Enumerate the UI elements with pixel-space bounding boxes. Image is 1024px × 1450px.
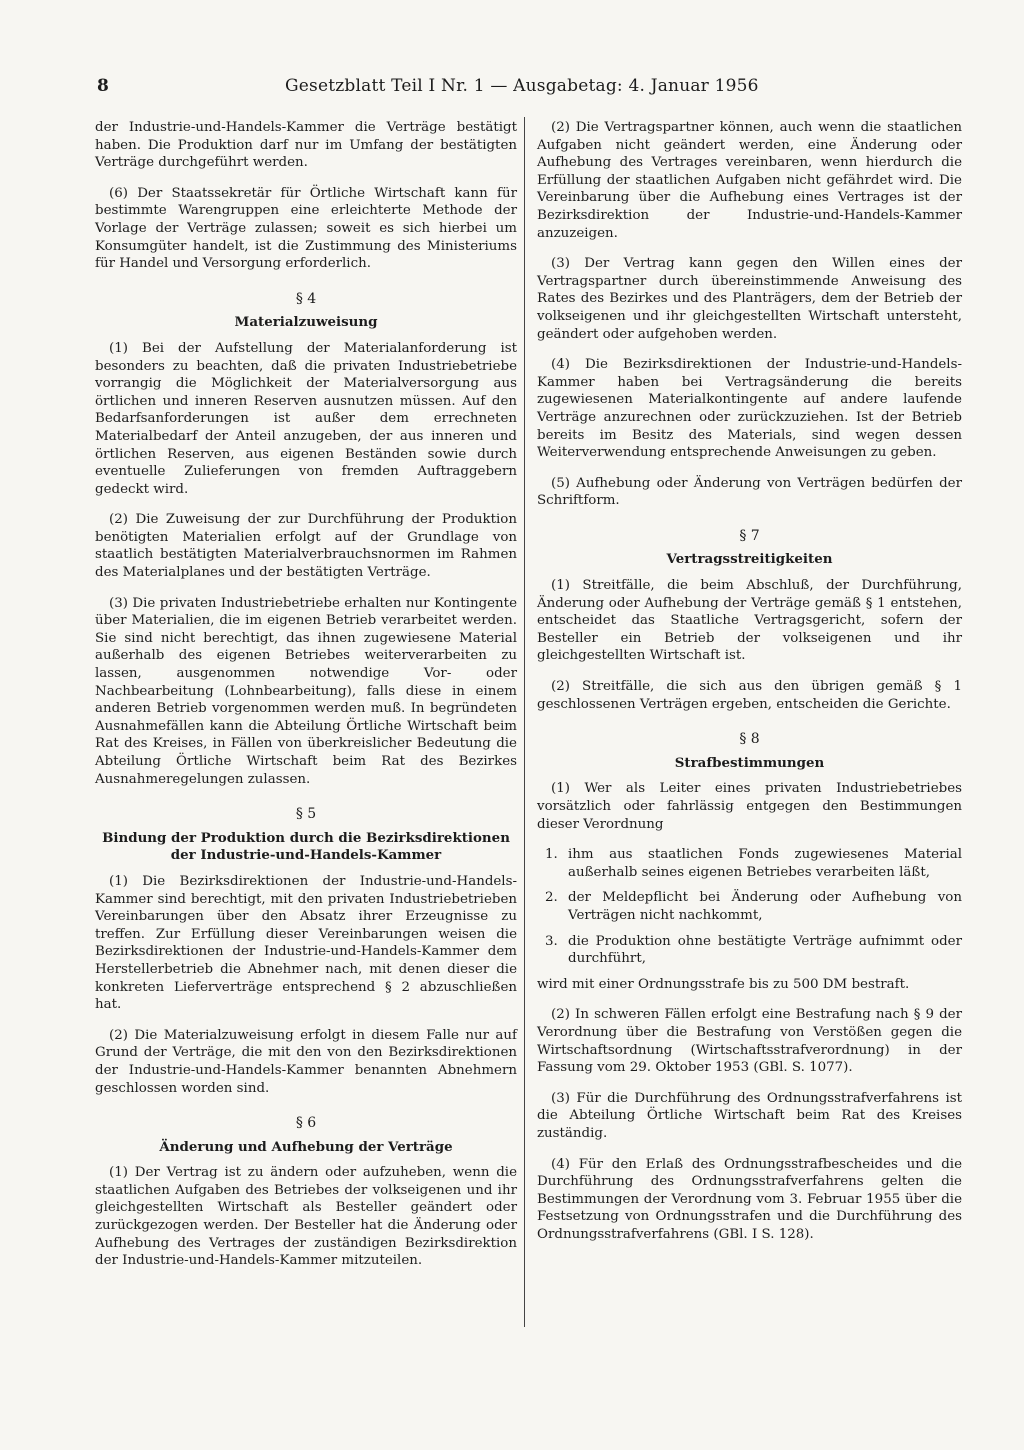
- section-7-title: Vertragsstreitigkeiten: [666, 551, 833, 568]
- section-8-number: § 8: [739, 731, 760, 748]
- section-4-number: § 4: [295, 290, 317, 307]
- section-8-paragraph-1: (1) Wer als Leiter eines privaten Industriebetriebes vorsätzlich oder fahrlässig entgegen den Bestimmungen dieser Verordnung: [537, 781, 962, 832]
- section-7-number: § 7: [739, 527, 760, 544]
- page-number: 8: [97, 76, 110, 96]
- section-5-paragraph-1: (1) Die Bezirksdirektionen der Industrie-und-Handels-Kammer sind berechtigt, mit den privaten Industriebetrieben Vereinbarungen über den Absatz ihrer Erzeugnisse zu treffen. Zur Erfüllung dieser Vereinbarungen weisen die Bezirksdirektionen der Industrie-und-Handels-Kammer dem Herstellerbetrieb die Abnehmer nach, mit denen dieser die konkreten Lieferverträge entsprechend § 2 abzuschließen hat.: [95, 873, 517, 1013]
- section-6-paragraph-2: (2) Die Vertragspartner können, auch wenn die staatlichen Aufgaben nicht geändert werden, eine Änderung oder Aufhebung des Vertrages vereinbaren, wenn hierdurch die Erfüllung der staatlichen Aufgaben nicht gefährdet wird. Die Vereinbarung über die Aufhebung eines Vertrages ist der Bezirksdirektion der Industrie-und-Handels-Kammer anzuzeigen.: [537, 120, 962, 241]
- section-6-title: Änderung und Aufhebung der Verträge: [159, 1138, 453, 1155]
- section-5-number: § 5: [295, 806, 317, 823]
- list-item-number: 3.: [545, 933, 558, 949]
- list-item: [537, 933, 962, 968]
- list-item-number: 1.: [545, 847, 558, 863]
- section-6-paragraph-5: (5) Aufhebung oder Änderung von Verträgen bedürfen der Schriftform.: [537, 475, 962, 509]
- left-column: [95, 119, 517, 1283]
- section-5-title: Bindung der Produktion durch die Bezirksdirektionen der Industrie-und-Handels-Kammer: [102, 829, 510, 864]
- column-divider: [524, 117, 525, 1327]
- list-item: [537, 889, 962, 924]
- section-8-paragraph-3: (3) Für die Durchführung des Ordnungsstrafverfahrens ist die Abteilung Örtliche Wirtschaft beim Rat des Kreises zuständig.: [537, 1090, 962, 1141]
- section-4-paragraph-2: (2) Die Zuweisung der zur Durchführung der Produktion benötigten Materialien erfolgt auf der Grundlage von staatlich bestätigten Materialverbrauchsnormen im Rahmen des Materialplanes und der bestätigten Verträge.: [95, 512, 517, 581]
- list-item-text: ihm aus staatlichen Fonds zugewiesenes Material außerhalb seines eigenen Betriebes verarbeiten läßt,: [568, 847, 962, 880]
- section-7-paragraph-2: (2) Streitfälle, die sich aus den übrigen gemäß § 1 geschlossenen Verträgen ergeben, entscheiden die Gerichte.: [537, 679, 962, 712]
- section-8-title: Strafbestimmungen: [674, 754, 825, 771]
- section-4-paragraph-3: (3) Die privaten Industriebetriebe erhalten nur Kontingente über Materialien, die im eigenen Betrieb verarbeitet werden. Sie sind nicht berechtigt, das ihnen zugewiesene Material außerhalb des eigenen Betriebes weiterverarbeiten zu lassen, ausgenommen notwendige Vor- oder Nachbearbeitung (Lohnbearbeitung), falls diese in einem anderen Betrieb vorgenommen werden muß. In begründeten Ausnahmefällen kann die Abteilung Örtliche Wirtschaft beim Rat des Kreises, in Fällen von überkreislicher Bedeutung die Abteilung Örtliche Wirtschaft beim Rat des Bezirkes Ausnahmeregelungen zulassen.: [95, 595, 517, 787]
- section-4-paragraph-1: (1) Bei der Aufstellung der Materialanforderung ist besonders zu beachten, daß die privaten Industriebetriebe vorrangig die Möglichkeit der Materialversorgung aus örtlichen und inneren Reserven ausnutzen müssen. Auf den Bedarfsanforderungen ist außer dem errechneten Materialbedarf der Anteil anzugeben, der aus inneren und örtlichen Reserven, aus eigenen Beständen sowie durch eventuelle Zulieferungen von fremden Auftraggebern gedeckt wird.: [95, 340, 517, 497]
- section-5-paragraph-2: (2) Die Materialzuweisung erfolgt in diesem Falle nur auf Grund der Verträge, die mit den von den Bezirksdirektionen der Industrie-und-Handels-Kammer benannten Abnehmern geschlossen worden sind.: [95, 1027, 517, 1096]
- section-6-paragraph-3: (3) Der Vertrag kann gegen den Willen eines der Vertragspartner durch übereinstimmende Anweisung des Rates des Bezirkes und des Planträgers, dem der Betrieb der volkseigenen und ihr gleichgestellten Wirtschaft untersteht, geändert oder aufgehoben werden.: [537, 256, 962, 342]
- paragraph-continued: der Industrie-und-Handels-Kammer die Verträge bestätigt haben. Die Produktion darf nur im Umfang der bestätigten Verträge durchgeführt werden.: [95, 120, 517, 171]
- section-8-paragraph-2: (2) In schweren Fällen erfolgt eine Bestrafung nach § 9 der Verordnung über die Bestrafung von Verstößen gegen die Wirtschaftsordnung (Wirtschaftsstrafverordnung) in der Fassung vom 29. Oktober 1953 (GBl. S. 1077).: [537, 1007, 962, 1076]
- section-4-title: Materialzuweisung: [234, 314, 378, 331]
- right-column: [537, 119, 962, 1256]
- section-8-paragraph-1-end: wird mit einer Ordnungsstrafe bis zu 500 DM bestraft.: [537, 976, 910, 992]
- paragraph-3-6: (6) Der Staatssekretär für Örtliche Wirtschaft kann für bestimmte Warengruppen eine erleichterte Methode der Vorlage der Verträge zulassen; soweit es sich hierbei um Konsumgüter handelt, ist die Zustimmung des Ministeriums für Handel und Versorgung erforderlich.: [95, 185, 517, 272]
- section-8-paragraph-4: (4) Für den Erlaß des Ordnungsstrafbescheides und die Durchführung des Ordnungsstrafverfahrens gelten die Bestimmungen der Verordnung vom 3. Februar 1955 über die Festsetzung von Ordnungsstrafen und die Durchführung des Ordnungsstrafverfahrens (GBl. I S. 128).: [537, 1156, 962, 1242]
- list-item: [537, 846, 962, 881]
- section-6-number: § 6: [295, 1115, 317, 1132]
- page-header: [97, 76, 762, 100]
- list-item-number: 2.: [545, 890, 558, 906]
- section-6-paragraph-1: (1) Der Vertrag ist zu ändern oder aufzuheben, wenn die staatlichen Aufgaben des Betriebes der volkseigenen und ihr gleichgestellten Wirtschaft als Besteller geändert oder zurückgezogen werden. Der Besteller hat die Änderung oder Aufhebung des Vertrages der zuständigen Bezirksdirektion der Industrie-und-Handels-Kammer mitzuteilen.: [95, 1165, 517, 1269]
- list-item-text: der Meldepflicht bei Änderung oder Aufhebung von Verträgen nicht nachkommt,: [568, 890, 962, 923]
- section-7-paragraph-1: (1) Streitfälle, die beim Abschluß, der Durchführung, Änderung oder Aufhebung der Verträge gemäß § 1 entstehen, entscheidet das Staatliche Vertragsgericht, sofern der Besteller ein Betrieb der volkseigenen und ihr gleichgestellten Wirtschaft ist.: [537, 578, 962, 664]
- list-item-text: die Produktion ohne bestätigte Verträge aufnimmt oder durchführt,: [568, 933, 962, 967]
- running-head: Gesetzblatt Teil I Nr. 1 — Ausgabetag: 4. Januar 1956: [285, 76, 759, 96]
- section-6-paragraph-4: (4) Die Bezirksdirektionen der Industrie-und-Handels-Kammer haben bei Vertragsänderung die bereits zugewiesenen Materialkontingente auf andere laufende Verträge anzurechnen oder zurückzuziehen. Ist der Betrieb bereits im Besitz des Materials, sind wegen dessen Weiterverwendung entsprechende Anweisungen zu geben.: [537, 357, 962, 461]
- penalty-list: [537, 846, 962, 968]
